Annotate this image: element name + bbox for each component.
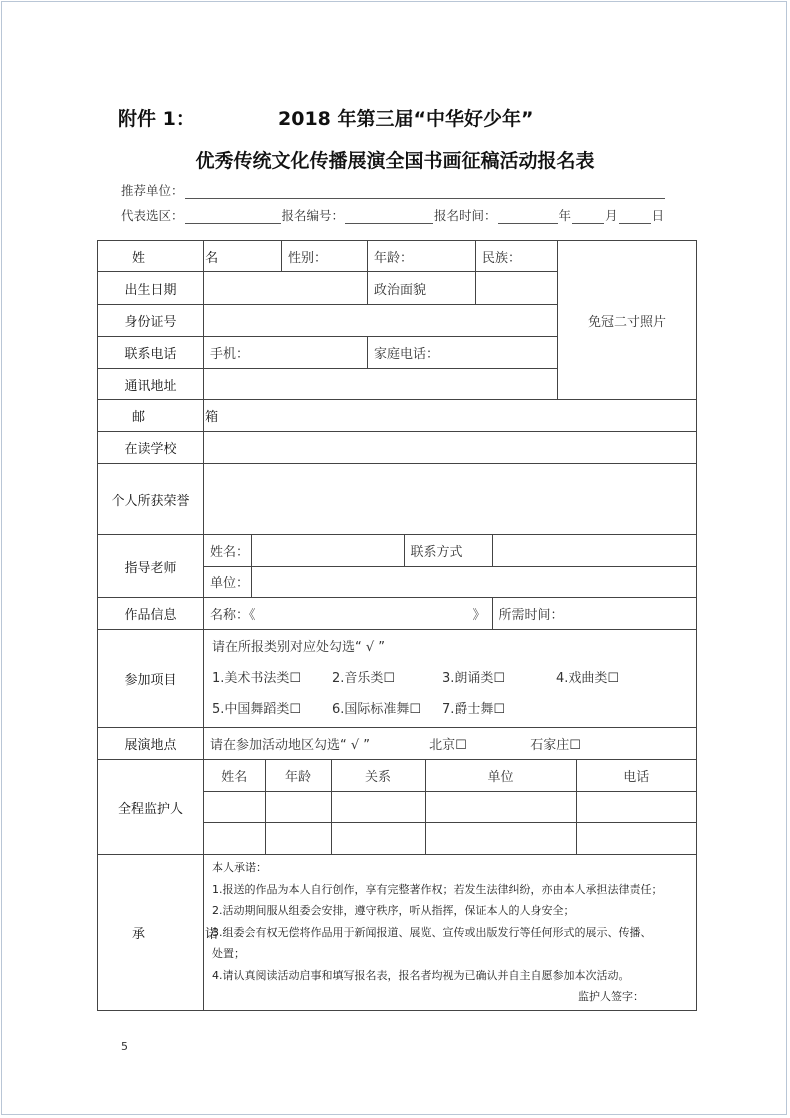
guardian-input[interactable] <box>265 823 331 854</box>
recommend-unit-line <box>121 181 666 199</box>
registration-line <box>121 206 664 224</box>
email-label: 邮 箱 <box>98 400 204 432</box>
guardian-subtable <box>204 760 696 854</box>
work-name-label: 名称：《 <box>210 608 256 623</box>
guardian-input[interactable] <box>204 823 265 854</box>
year-field[interactable] <box>498 208 558 224</box>
teacher-unit-input[interactable] <box>251 566 696 597</box>
work-name-field[interactable] <box>204 598 492 629</box>
political-input[interactable] <box>476 272 558 305</box>
pledge-line: 3.组委会有权无偿将作品用于新闻报道、展览、宣传或出版发行等任何形式的展示、传播、 <box>212 925 652 939</box>
mobile-field[interactable]: 手机： <box>204 337 368 369</box>
guardian-col-age: 年龄 <box>265 760 331 791</box>
registration-form <box>97 240 697 1011</box>
id-number-input[interactable] <box>204 305 558 337</box>
projects-row-1 <box>212 663 688 694</box>
guardian-input[interactable] <box>331 791 425 822</box>
venue-option-shijiazhuang[interactable]: 石家庄☐ <box>530 738 581 753</box>
id-number-label: 身份证号 <box>98 305 204 337</box>
project-option-ballroom[interactable]: 6.国际标准舞☐ <box>332 702 422 717</box>
guardian-input[interactable] <box>576 791 696 822</box>
projects-hint: 请在所报类别对应处勾选“ √ ” <box>212 640 386 655</box>
project-option-jazz[interactable]: 7.爵士舞☐ <box>442 702 506 717</box>
region-label: 代表选区： <box>121 208 184 223</box>
pledge-line: 1.报送的作品为本人自行创作，享有完整著作权；若发生法律纠纷，亦由本人承担法律责任； <box>212 882 663 896</box>
guardian-input[interactable] <box>576 823 696 854</box>
guardian-col-relation: 关系 <box>331 760 425 791</box>
project-option-art[interactable]: 1.美术书法类☐ <box>212 671 302 686</box>
pledge-line: 处置； <box>212 947 245 960</box>
guardian-input[interactable] <box>331 823 425 854</box>
attachment-label: 附件 1： <box>118 108 195 130</box>
pledge-line: 4.请认真阅读活动启事和填写报名表，报名者均视为已确认并自主自愿参加本次活动。 <box>212 968 630 982</box>
pledge-cell <box>204 855 697 1011</box>
month-field[interactable] <box>572 208 604 224</box>
teacher-contact-label: 联系方式 <box>404 535 492 566</box>
school-input[interactable] <box>204 432 697 464</box>
project-option-music[interactable]: 2.音乐类☐ <box>332 671 396 686</box>
teacher-unit-label: 单位： <box>204 566 251 597</box>
work-name-end: 》 <box>472 608 486 623</box>
reg-number-field[interactable] <box>345 208 433 224</box>
email-input[interactable] <box>204 400 697 432</box>
teacher-name-input[interactable] <box>251 535 404 566</box>
day-label: 日 <box>651 208 665 223</box>
teacher-contact-input[interactable] <box>492 535 696 566</box>
work-info-subtable <box>204 598 696 629</box>
project-option-chinese-dance[interactable]: 5.中国舞蹈类☐ <box>212 702 302 717</box>
recommend-unit-field[interactable] <box>185 183 665 199</box>
guardian-input[interactable] <box>425 791 576 822</box>
work-time-field[interactable]: 所需时间： <box>492 598 696 629</box>
teacher-cell <box>204 535 697 598</box>
address-label: 通讯地址 <box>98 369 204 400</box>
pledge-line: 2.活动期间服从组委会安排，遵守秩序，听从指挥，保证本人的人身安全； <box>212 904 575 917</box>
day-field[interactable] <box>619 208 651 224</box>
honors-label: 个人所获荣誉 <box>98 464 204 535</box>
form-title: 优秀传统文化传播展演全国书画征稿活动报名表 <box>195 150 595 172</box>
region-field[interactable] <box>185 208 281 224</box>
name-label: 姓 名 <box>98 241 204 272</box>
month-label: 月 <box>605 208 618 223</box>
document-title <box>118 104 534 131</box>
address-input[interactable] <box>204 369 558 400</box>
venue-cell <box>204 728 697 760</box>
guardian-col-name: 姓名 <box>204 760 265 791</box>
venue-hint: 请在参加活动地区勾选“ √ ” <box>210 738 371 753</box>
birth-date-input[interactable] <box>204 272 368 305</box>
teacher-subtable <box>204 535 696 597</box>
project-option-opera[interactable]: 4.戏曲类☐ <box>556 671 620 686</box>
work-info-cell <box>204 598 697 630</box>
work-info-label: 作品信息 <box>98 598 204 630</box>
project-option-recitation[interactable]: 3.朗诵类☐ <box>442 671 506 686</box>
home-phone-field[interactable]: 家庭电话： <box>368 337 558 369</box>
teacher-name-label: 姓名： <box>204 535 251 566</box>
honors-input[interactable] <box>204 464 697 535</box>
guardian-input[interactable] <box>265 791 331 822</box>
guardian-label: 全程监护人 <box>98 760 204 855</box>
guardian-cell <box>204 760 697 855</box>
venue-label: 展演地点 <box>98 728 204 760</box>
reg-number-label: 报名编号： <box>281 208 345 223</box>
year-label: 年 <box>558 208 572 223</box>
political-label: 政治面貌 <box>368 272 476 305</box>
page-number: 5 <box>121 1040 128 1053</box>
birth-date-label: 出生日期 <box>98 272 204 305</box>
guardian-col-phone: 电话 <box>576 760 696 791</box>
projects-row-2 <box>212 694 688 725</box>
guardian-signature[interactable]: 监护人签字： <box>578 990 644 1003</box>
guardian-input[interactable] <box>425 823 576 854</box>
teacher-label: 指导老师 <box>98 535 204 598</box>
ethnicity-field[interactable]: 民族： <box>476 241 558 272</box>
guardian-col-unit: 单位 <box>425 760 576 791</box>
school-label: 在读学校 <box>98 432 204 464</box>
photo-box[interactable]: 免冠二寸照片 <box>558 241 697 400</box>
recommend-unit-label: 推荐单位： <box>121 183 184 198</box>
reg-time-label: 报名时间： <box>434 208 497 223</box>
gender-field[interactable]: 性别： <box>282 241 368 272</box>
phone-label: 联系电话 <box>98 337 204 369</box>
event-title: 2018 年第三届“中华好少年” <box>278 108 534 130</box>
pledge-label: 承 诺 <box>98 855 204 1011</box>
age-field[interactable]: 年龄： <box>368 241 476 272</box>
guardian-input[interactable] <box>204 791 265 822</box>
projects-label: 参加项目 <box>98 630 204 728</box>
pledge-line: 本人承诺： <box>212 861 267 874</box>
venue-option-beijing[interactable]: 北京☐ <box>429 738 467 753</box>
projects-cell <box>204 630 697 728</box>
